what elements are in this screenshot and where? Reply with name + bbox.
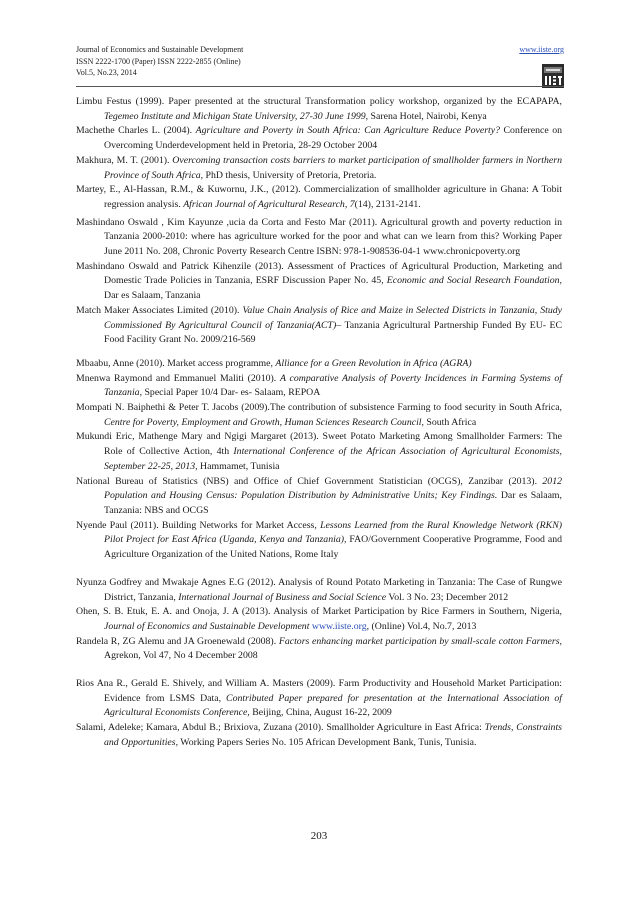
reference-text: Nyunza Godfrey and Mwakaje Agnes E.G (2012). Analysis of Round Potato Marketing in Tanzania: The Case of Rungwe District, Tanzania, (76, 576, 562, 603)
reference-text: Rios Ana R., Gerald E. Shively, and William A. Masters (2009). Farm Productivity and Household Market Participation: Evidence from LSMS Data, (76, 678, 562, 704)
reference-entry (76, 304, 562, 348)
reference-entry (76, 124, 562, 153)
reference-entry (76, 401, 562, 430)
reference-italic-text: 2012 Population and Housing Census: Population Distribution by Administrative Units; Key Findings. (104, 475, 562, 502)
reference-italic-text: Contributed Paper prepared for presentation at the International Association of Agricultural Economists Conference, (104, 692, 563, 719)
reference-text: Salami, Adeleke; Kamara, Abdul B.; Brixiova, Zuzana (2010). Smallholder Agriculture in East Africa: (76, 722, 485, 734)
reference-text: Mashindano Oswald , Kim Kayunze ,ucia da Corta and Festo Mar (2011). Agricultural growth and poverty reduction in Tanzania 2000-2010: where has agriculture worked for the poor and what can we learn from this? Working Paper June 2011 No. 208, Chronic Poverty Research Centre ISBN: 978-1-908536-04-1 www.chronicpoverty.org (76, 216, 562, 258)
reference-italic-text: Lessons Learned from the Rural Knowledge Network (RKN) Pilot Project for East Africa (Uganda, Kenya and Tanzania), (104, 519, 562, 546)
reference-entry (76, 216, 562, 260)
reference-text: FAO/Government Cooperative Programme, Food and Agriculture Organization of the United Nations, Rome Italy (104, 534, 562, 561)
reference-text: Special Paper 10/4 Dar- es- Salaam, REPOA (142, 387, 321, 399)
reference-text: Sarena Hotel, Nairobi, Kenya (368, 110, 487, 122)
reference-text: Mompati N. Baiphethi & Peter T. Jacobs (2009).The contribution of subsistence Farming to food security in South Africa, (76, 402, 562, 414)
reference-text: Vol. 3 No. 23; December 2012 (386, 591, 509, 603)
reference-text: Working Papers Series No. 105 African Development Bank, Tunis, Tunisia. (178, 736, 477, 748)
journal-url-link[interactable]: www.iiste.org (519, 45, 564, 54)
reference-text: Mnenwa Raymond and Emmanuel Maliti (2010). (76, 372, 280, 384)
reference-text: Ohen, S. B. Etuk, E. A. and Onoja, J. A (2013). Analysis of Market Participation by Rice Farmers in Southern, Nigeria, (76, 606, 562, 618)
reference-text: Limbu Festus (1999). Paper presented at the structural Transformation policy workshop, organized by the ECAPAPA, (76, 96, 562, 107)
reference-text: Agrekon, Vol 47, No 4 December 2008 (104, 650, 258, 662)
reference-text: Match Maker Associates Limited (2010). (76, 304, 243, 316)
reference-entry (76, 576, 562, 605)
reference-text: (14), 2131-2141. (354, 198, 421, 210)
reference-entry (76, 357, 562, 372)
reference-entry (76, 154, 562, 183)
reference-italic-text: Trends, Constraints and Opportunities, (104, 722, 562, 748)
reference-italic-text: International Conference of the African Association of Agricultural Economists, September 22-25, 2013, (104, 446, 562, 472)
reference-text: Mukundi Eric, Mathenge Mary and Ngigi Margaret (2013). Sweet Potato Marketing Among Smallholder Farmers: The Role of Collective Action, 4th (76, 431, 562, 458)
reference-italic-text: Tegemeo Institute and Michigan State University, 27-30 June 1999, (104, 110, 369, 122)
reference-entry (76, 635, 562, 664)
reference-italic-text: Journal of Economics and Sustainable Development (104, 620, 310, 632)
reference-text: , (Online) Vol.4, No.7, 2013 (366, 620, 477, 632)
reference-italic-text: Overcoming transaction costs barriers to market participation of smallholder farmers in Northern Province of South Africa, (104, 154, 562, 181)
iiste-logo (542, 64, 564, 88)
reference-text: South Africa (423, 416, 477, 428)
reference-text: Conference on Overcoming Underdevelopment held in Pretoria, 28-29 October 2004 (104, 125, 562, 152)
reference-italic-text: Economic and Social Research Foundation, (386, 275, 562, 287)
reference-entry (76, 183, 562, 212)
journal-issn: ISSN 2222-1700 (Paper) ISSN 2222-2855 (Online) (76, 56, 241, 66)
reference-entry (76, 605, 562, 634)
reference-entry (76, 677, 562, 721)
reference-text: Nyende Paul (2011). Building Networks for Market Access, (76, 519, 321, 531)
reference-entry (76, 430, 562, 474)
reference-italic-text: African Journal of Agricultural Research, 7 (183, 198, 355, 210)
reference-italic-text: Alliance for a Green Revolution in Africa (AGRA) (275, 357, 472, 369)
reference-italic-text: Agriculture and Poverty in South Africa: Can Agriculture Reduce Poverty? (195, 125, 500, 137)
reference-italic-text: Factors enhancing market participation by small-scale cotton Farmers, (278, 635, 562, 647)
reference-text: Mashindano Oswald and Patrick Kihenzile (2013). Assessment of Practices of Agricultural Production, Marketing and Domestic Trade Policies in Tanzania, ESRF Discussion Paper No. 45, (76, 260, 562, 287)
reference-text: Randela R, ZG Alemu and JA Groenewald (2008). (76, 635, 279, 647)
reference-text: Martey, E., Al-Hassan, R.M., & Kuwornu, J.K., (2012). Commercialization of smallholder agriculture in Ghana: A Tobit regression analysis. (76, 184, 562, 210)
reference-text: National Bureau of Statistics (NBS) and Office of Chief Government Statistician (OCGS), Zanzibar (2013). (76, 475, 543, 487)
reference-entry (76, 475, 562, 519)
reference-text: Machethe Charles L. (2004). (76, 125, 196, 137)
reference-italic-text: Value Chain Analysis of Rice and Maize in Selected Districts in Tanzania, Study Commissioned By Agricultural Council of Tanzania(ACT) (104, 304, 562, 331)
reference-text: Makhura, M. T. (2001). (76, 154, 173, 166)
reference-text: Hammamet, Tunisia (197, 460, 280, 472)
journal-title: Journal of Economics and Sustainable Development (76, 45, 244, 54)
reference-text: Dar es Salaam, Tanzania: NBS and OCGS (104, 490, 562, 516)
reference-entry (76, 721, 562, 750)
reference-text: PhD thesis, University of Pretoria, Pretoria. (203, 169, 377, 181)
reference-italic-text: International Journal of Business and Social Science (178, 591, 387, 603)
reference-text: Mbaabu, Anne (2010). Market access programme, (76, 357, 276, 369)
reference-entry (76, 95, 562, 124)
reference-text: – Tanzania Agricultural Partnership Funded By EU- EC Food Facility Grant No. 2009/216-569 (104, 319, 563, 346)
reference-link[interactable]: www.iiste.org (311, 620, 367, 632)
reference-text: Beijing, China, August 16-22, 2009 (249, 707, 392, 719)
reference-text: Dar es Salaam, Tanzania (104, 290, 201, 302)
page-header (76, 44, 564, 79)
reference-list (76, 95, 562, 751)
page-number: 203 (310, 830, 328, 842)
header-divider (76, 86, 564, 87)
journal-volume: Vol.5, No.23, 2014 (76, 68, 137, 77)
reference-entry (76, 519, 562, 563)
reference-italic-text: Centre for Poverty, Employment and Growth, Human Sciences Research Council, (104, 416, 424, 428)
reference-italic-text: A comparative Analysis of Poverty Incidences in Farming Systems of Tanzania, (104, 372, 562, 399)
reference-entry (76, 372, 562, 401)
reference-entry (76, 260, 562, 304)
